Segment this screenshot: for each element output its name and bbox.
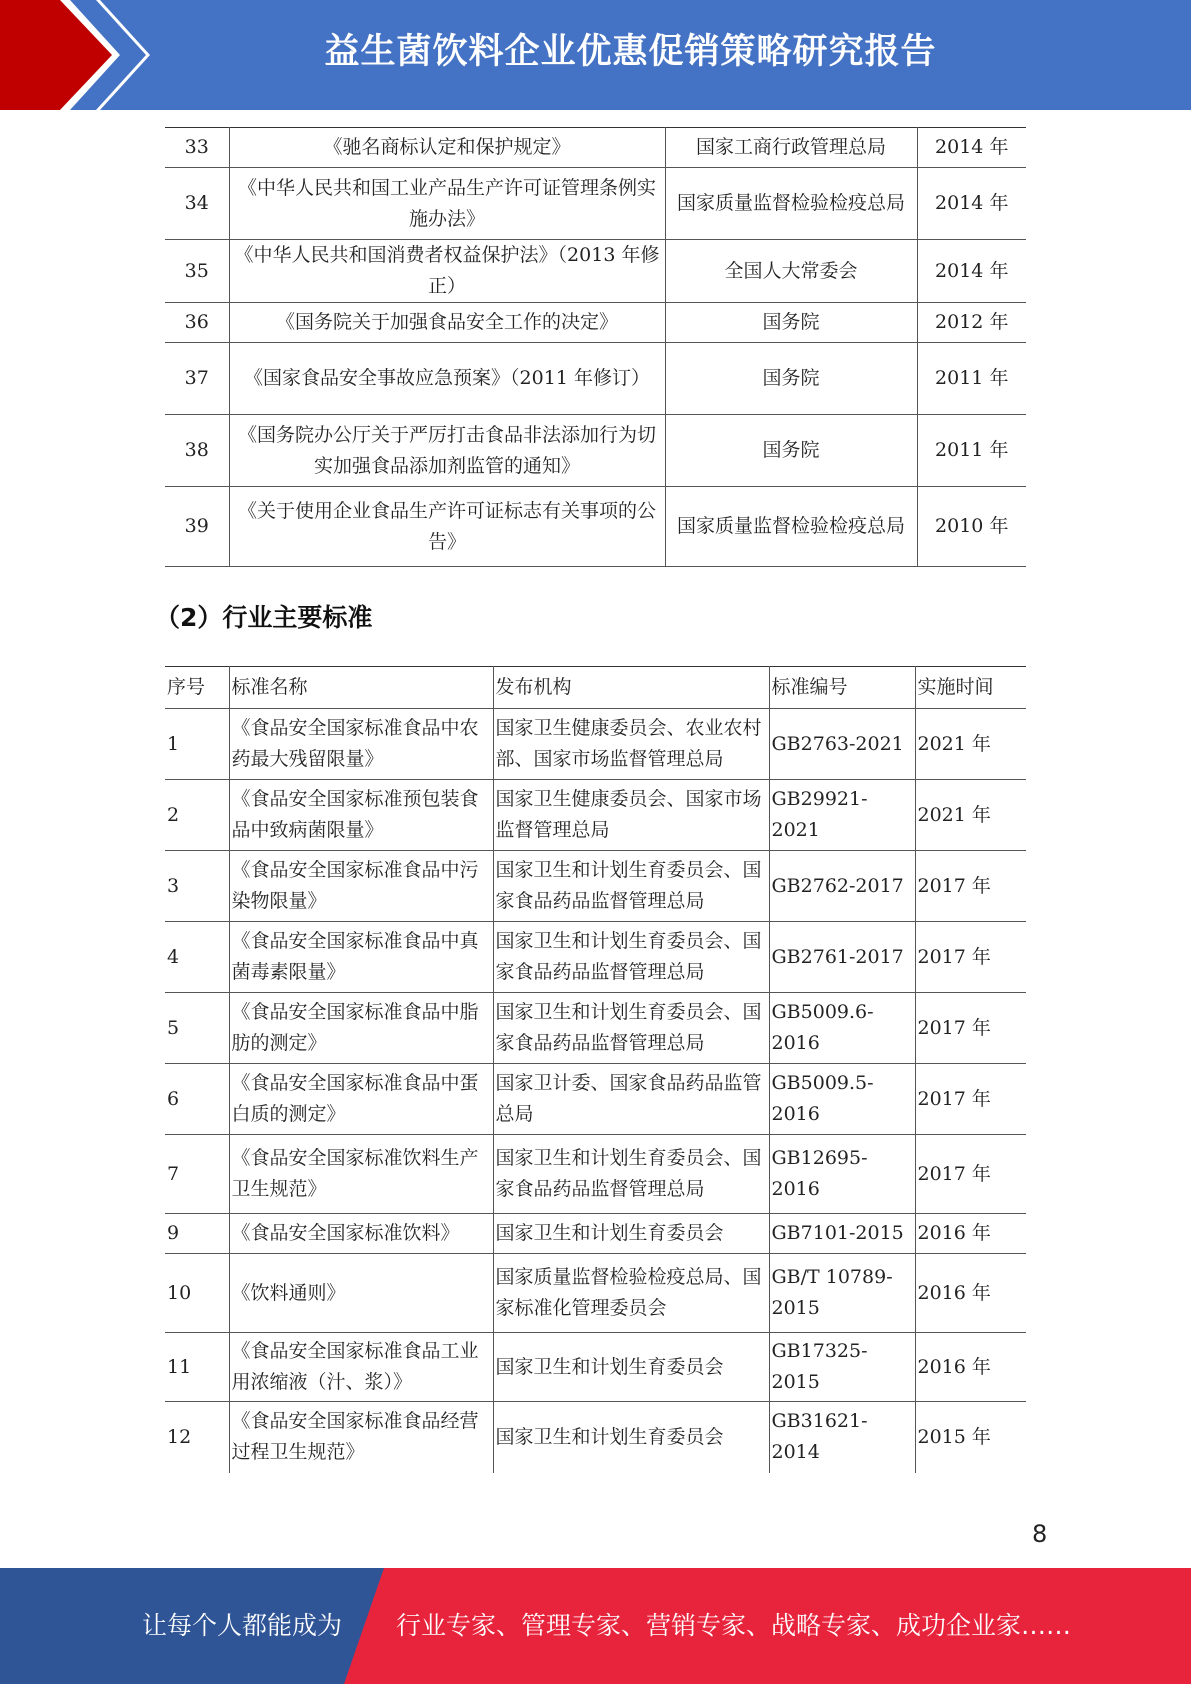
cell-row-number: 4 <box>165 922 229 993</box>
page-footer <box>0 1568 1191 1684</box>
page-number: 8 <box>1032 1520 1048 1548</box>
cell-row-number: 5 <box>165 993 229 1064</box>
cell-effective-year: 2016 年 <box>915 1214 1026 1254</box>
table-row <box>165 415 1026 487</box>
cell-issuing-authority: 国务院 <box>665 415 917 487</box>
cell-effective-year: 2017 年 <box>915 1064 1026 1135</box>
table-row <box>165 168 1026 240</box>
cell-row-number: 9 <box>165 1214 229 1254</box>
cell-standard-code: GB7101-2015 <box>769 1214 915 1254</box>
cell-issuing-authority: 国务院 <box>665 343 917 415</box>
table-row <box>165 1064 1026 1135</box>
cell-row-number: 1 <box>165 709 229 780</box>
section-title: （2）行业主要标准 <box>155 603 373 632</box>
column-header: 发布机构 <box>493 667 769 709</box>
cell-issuing-authority: 国家卫生和计划生育委员会、国家食品药品监督管理总局 <box>493 922 769 993</box>
page-header <box>0 0 1191 110</box>
column-header: 标准名称 <box>229 667 493 709</box>
cell-standard-code: GB31621-2014 <box>769 1402 915 1473</box>
cell-standard-name: 《食品安全国家标准食品工业用浓缩液（汁、浆）》 <box>229 1333 493 1402</box>
cell-row-number: 7 <box>165 1135 229 1214</box>
table-row <box>165 851 1026 922</box>
cell-issuing-authority: 国家卫生和计划生育委员会、国家食品药品监督管理总局 <box>493 851 769 922</box>
table-row <box>165 128 1026 168</box>
cell-law-name: 《国家食品安全事故应急预案》（2011 年修订） <box>229 343 665 415</box>
cell-row-number: 35 <box>165 240 229 303</box>
cell-law-name: 《中华人民共和国工业产品生产许可证管理条例实施办法》 <box>229 168 665 240</box>
cell-effective-year: 2021 年 <box>915 780 1026 851</box>
cell-year: 2014 年 <box>917 240 1026 303</box>
column-header: 标准编号 <box>769 667 915 709</box>
cell-row-number: 34 <box>165 168 229 240</box>
table-row <box>165 922 1026 993</box>
cell-effective-year: 2016 年 <box>915 1254 1026 1333</box>
cell-year: 2010 年 <box>917 487 1026 567</box>
cell-standard-code: GB5009.6-2016 <box>769 993 915 1064</box>
table-row <box>165 240 1026 303</box>
cell-effective-year: 2017 年 <box>915 993 1026 1064</box>
cell-standard-code: GB29921-2021 <box>769 780 915 851</box>
cell-standard-name: 《食品安全国家标准食品经营过程卫生规范》 <box>229 1402 493 1473</box>
cell-year: 2011 年 <box>917 343 1026 415</box>
cell-effective-year: 2017 年 <box>915 1135 1026 1214</box>
cell-year: 2014 年 <box>917 168 1026 240</box>
cell-standard-name: 《食品安全国家标准饮料生产卫生规范》 <box>229 1135 493 1214</box>
table-row <box>165 1135 1026 1214</box>
cell-effective-year: 2015 年 <box>915 1402 1026 1473</box>
table-row <box>165 1333 1026 1402</box>
cell-issuing-authority: 国家质量监督检验检疫总局、国家标准化管理委员会 <box>493 1254 769 1333</box>
cell-standard-name: 《食品安全国家标准食品中真菌毒素限量》 <box>229 922 493 993</box>
standards-table <box>165 666 1026 1473</box>
cell-issuing-authority: 国家卫计委、国家食品药品监管总局 <box>493 1064 769 1135</box>
cell-standard-name: 《食品安全国家标准食品中污染物限量》 <box>229 851 493 922</box>
table-row <box>165 709 1026 780</box>
cell-standard-code: GB2762-2017 <box>769 851 915 922</box>
cell-standard-code: GB5009.5-2016 <box>769 1064 915 1135</box>
table-row <box>165 1254 1026 1333</box>
cell-issuing-authority: 国家质量监督检验检疫总局 <box>665 487 917 567</box>
cell-standard-code: GB17325-2015 <box>769 1333 915 1402</box>
cell-issuing-authority: 国务院 <box>665 303 917 343</box>
column-header: 序号 <box>165 667 229 709</box>
cell-row-number: 3 <box>165 851 229 922</box>
cell-row-number: 33 <box>165 128 229 168</box>
cell-standard-name: 《饮料通则》 <box>229 1254 493 1333</box>
table-row <box>165 780 1026 851</box>
table-row <box>165 303 1026 343</box>
cell-standard-name: 《食品安全国家标准食品中农药最大残留限量》 <box>229 709 493 780</box>
cell-effective-year: 2016 年 <box>915 1333 1026 1402</box>
cell-effective-year: 2017 年 <box>915 851 1026 922</box>
table-row <box>165 343 1026 415</box>
column-header: 实施时间 <box>915 667 1026 709</box>
cell-row-number: 38 <box>165 415 229 487</box>
table-row <box>165 993 1026 1064</box>
cell-year: 2012 年 <box>917 303 1026 343</box>
cell-standard-code: GB2761-2017 <box>769 922 915 993</box>
cell-row-number: 39 <box>165 487 229 567</box>
cell-year: 2011 年 <box>917 415 1026 487</box>
cell-year: 2014 年 <box>917 128 1026 168</box>
cell-standard-name: 《食品安全国家标准饮料》 <box>229 1214 493 1254</box>
cell-row-number: 37 <box>165 343 229 415</box>
cell-row-number: 10 <box>165 1254 229 1333</box>
cell-issuing-authority: 国家卫生和计划生育委员会、国家食品药品监督管理总局 <box>493 993 769 1064</box>
cell-issuing-authority: 国家卫生和计划生育委员会 <box>493 1333 769 1402</box>
cell-issuing-authority: 国家卫生和计划生育委员会、国家食品药品监督管理总局 <box>493 1135 769 1214</box>
cell-row-number: 11 <box>165 1333 229 1402</box>
cell-law-name: 《国务院关于加强食品安全工作的决定》 <box>229 303 665 343</box>
cell-effective-year: 2017 年 <box>915 922 1026 993</box>
footer-slogan-right: 行业专家、管理专家、营销专家、战略专家、成功企业家…… <box>396 1611 1072 1640</box>
table-header-row <box>165 667 1026 709</box>
cell-standard-code: GB12695-2016 <box>769 1135 915 1214</box>
cell-standard-name: 《食品安全国家标准预包装食品中致病菌限量》 <box>229 780 493 851</box>
cell-issuing-authority: 国家卫生和计划生育委员会 <box>493 1402 769 1473</box>
report-title: 益生菌饮料企业优惠促销策略研究报告 <box>324 32 937 72</box>
cell-standard-code: GB/T 10789-2015 <box>769 1254 915 1333</box>
cell-row-number: 12 <box>165 1402 229 1473</box>
table-row <box>165 487 1026 567</box>
cell-law-name: 《驰名商标认定和保护规定》 <box>229 128 665 168</box>
cell-law-name: 《中华人民共和国消费者权益保护法》（2013 年修正） <box>229 240 665 303</box>
cell-law-name: 《国务院办公厅关于严厉打击食品非法添加行为切实加强食品添加剂监管的通知》 <box>229 415 665 487</box>
cell-row-number: 2 <box>165 780 229 851</box>
cell-standard-name: 《食品安全国家标准食品中脂肪的测定》 <box>229 993 493 1064</box>
table-row <box>165 1214 1026 1254</box>
cell-issuing-authority: 国家卫生健康委员会、农业农村部、国家市场监督管理总局 <box>493 709 769 780</box>
footer-slogan-left: 让每个人都能成为 <box>142 1611 343 1640</box>
laws-table <box>165 127 1026 567</box>
table-row <box>165 1402 1026 1473</box>
cell-issuing-authority: 国家质量监督检验检疫总局 <box>665 168 917 240</box>
cell-issuing-authority: 国家卫生和计划生育委员会 <box>493 1214 769 1254</box>
cell-issuing-authority: 全国人大常委会 <box>665 240 917 303</box>
cell-row-number: 6 <box>165 1064 229 1135</box>
cell-law-name: 《关于使用企业食品生产许可证标志有关事项的公告》 <box>229 487 665 567</box>
cell-standard-name: 《食品安全国家标准食品中蛋白质的测定》 <box>229 1064 493 1135</box>
cell-row-number: 36 <box>165 303 229 343</box>
cell-issuing-authority: 国家工商行政管理总局 <box>665 128 917 168</box>
cell-effective-year: 2021 年 <box>915 709 1026 780</box>
cell-standard-code: GB2763-2021 <box>769 709 915 780</box>
cell-issuing-authority: 国家卫生健康委员会、国家市场监督管理总局 <box>493 780 769 851</box>
